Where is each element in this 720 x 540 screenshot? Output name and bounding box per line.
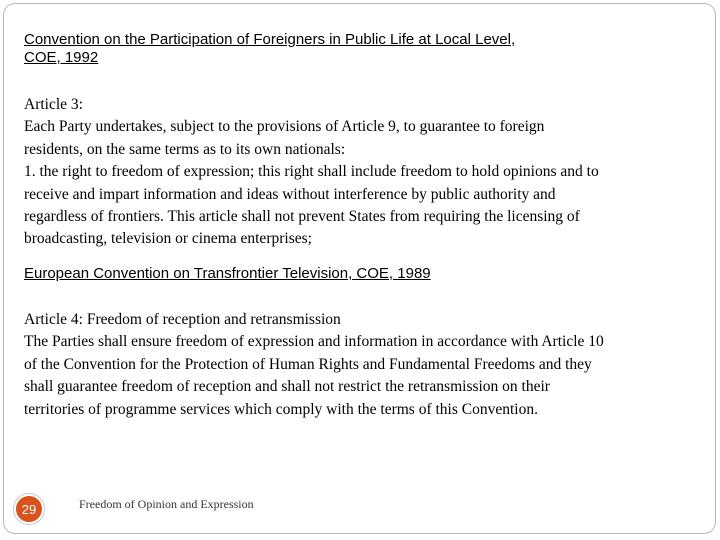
article-4-title-text: Freedom of reception and retransmission xyxy=(82,311,341,328)
article-4-label: Article 4: xyxy=(24,311,83,328)
article-3-line-1: Each Party undertakes, subject to the provisions of Article 9, to guarantee to foreign xyxy=(24,118,545,136)
article-3-label: Article 3: xyxy=(24,96,83,113)
article-3-line-2: residents, on the same terms as to its own nationals: xyxy=(24,140,346,158)
article-3-line-3: 1. the right to freedom of expression; this right shall include freedom to hold opinions and to xyxy=(24,163,599,181)
heading-coe-1989: European Convention on Transfrontier Television, COE, 1989 xyxy=(24,265,431,282)
article-4-block xyxy=(24,309,694,421)
article-4-line-1: The Parties shall ensure freedom of expression and information in accordance with Article 10 xyxy=(24,333,604,351)
article-4-line-2: of the Convention for the Protection of Human Rights and Fundamental Freedoms and they xyxy=(24,355,592,373)
article-3-block xyxy=(24,94,694,251)
article-3-line-4: receive and impart information and ideas without interference by public authority and xyxy=(24,185,556,203)
article-4-line-4: territories of programme services which comply with the terms of this Convention. xyxy=(24,400,538,418)
article-3-line-5: regardless of frontiers. This article shall not prevent States from requiring the licensing of xyxy=(24,208,580,226)
heading-coe-1992-line-1: Convention on the Participation of Foreigners in Public Life at Local Level, xyxy=(24,31,516,48)
article-4-title xyxy=(24,309,694,331)
heading-coe-1992 xyxy=(24,31,684,67)
heading-coe-1992-line-2: COE, 1992 xyxy=(24,49,99,66)
article-4-line-3: shall guarantee freedom of reception and shall not restrict the retransmission on their xyxy=(24,378,550,396)
footer-title: Freedom of Opinion and Expression xyxy=(79,497,254,511)
page-number-badge: 29 xyxy=(14,494,44,524)
article-3-line-6: broadcasting, television or cinema enterprises; xyxy=(24,230,312,248)
